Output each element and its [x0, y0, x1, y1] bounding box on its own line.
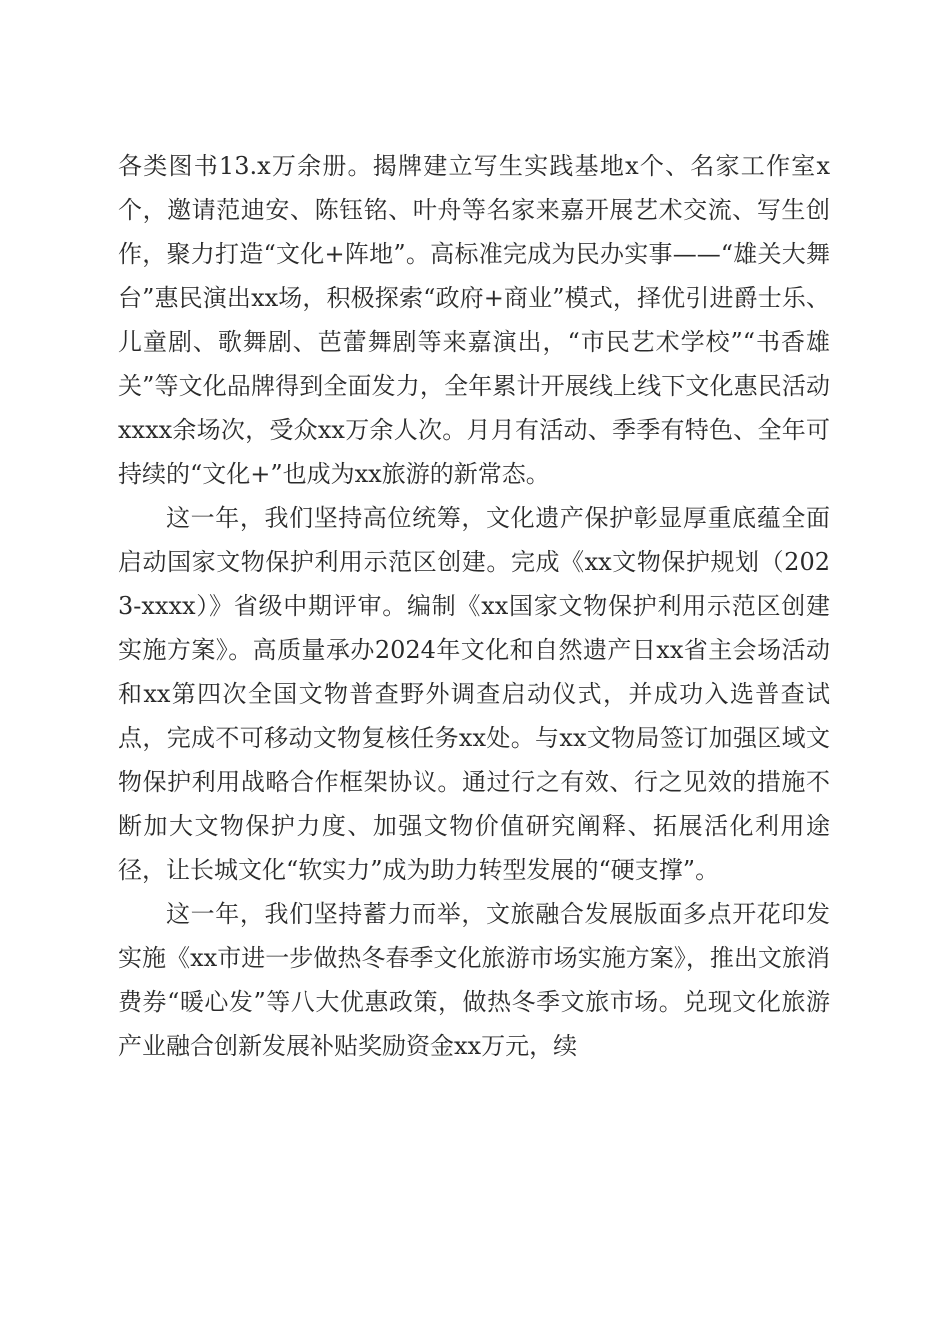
paragraph-tourism-integration: 这一年，我们坚持蓄力而举，文旅融合发展版面多点开花印发实施《xx市进一步做热冬春季文化旅游市场实施方案》，推出文旅消费券“暖心发”等八大优惠政策，做热冬季文旅市场。兑现文化旅游产业融合创新发展补贴奖励资金xx万元，续 — [118, 900, 830, 1060]
paragraph-heritage-protection: 这一年，我们坚持高位统筹，文化遗产保护彰显厚重底蕴全面启动国家文物保护利用示范区创建。完成《xx文物保护规划（2023-xxxx）》省级中期评审。编制《xx国家文物保护利用示范区创建实施方案》。高质量承办2024年文化和自然遗产日xx省主会场活动和xx第四次全国文物普查野外调查启动仪式，并成功入选普查试点，完成不可移动文物复核任务xx处。与xx文物局签订加强区域文物保护利用战略合作框架协议。通过行之有效、行之见效的措施不断加大文物保护力度、加强文物价值研究阐释、拓展活化利用途径，让长城文化“软实力”成为助力转型发展的“硬支撑”。 — [118, 504, 830, 884]
paragraph-culture-activities: 各类图书13.x万余册。揭牌建立写生实践基地x个、名家工作室x个，邀请范迪安、陈钰铭、叶舟等名家来嘉开展艺术交流、写生创作，聚力打造“文化+阵地”。高标准完成为民办实事——“雄关大舞台”惠民演出xx场，积极探索“政府+商业”模式，择优引进爵士乐、儿童剧、歌舞剧、芭蕾舞剧等来嘉演出，“市民艺术学校”“书香雄关”等文化品牌得到全面发力，全年累计开展线上线下文化惠民活动xxxx余场次，受众xx万余人次。月月有活动、季季有特色、全年可持续的“文化+”也成为xx旅游的新常态。 — [118, 152, 830, 488]
document-body — [118, 144, 830, 1068]
